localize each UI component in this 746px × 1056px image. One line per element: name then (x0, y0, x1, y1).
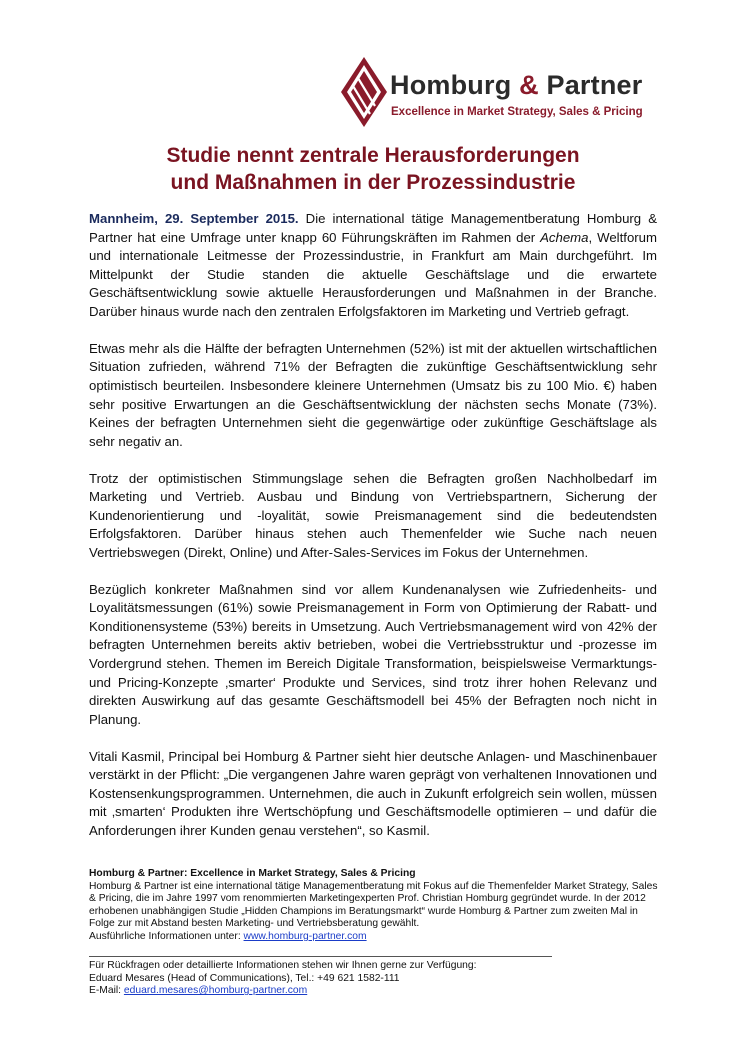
logo-tagline: Excellence in Market Strategy, Sales & Pricing (391, 106, 643, 118)
paragraph-intro-text-b: , Weltforum und internationale Leitmesse der Prozessindustrie, in Frankfurt am Main durchgeführt. Im Mittelpunkt der Studie standen die aktuelle Geschäftslage und die erwartete Geschäftsentwicklung sowie aktuelle Herausforderungen und Maßnahmen in der Branche. Darüber hinaus wurde nach den zentralen Erfolgsfaktoren im Marketing und Vertrieb gefragt. (89, 229, 657, 319)
logo-wordmark (390, 72, 642, 99)
paragraph-situation: Etwas mehr als die Hälfte der befragten Unternehmen (52%) ist mit der aktuellen wirtschaftlichen Situation zufrieden, während 71% der Befragten die zukünftige Geschäftsentwicklung sehr optimistisch beurteilen. Insbesondere kleinere Unternehmen (Umsatz bis zu 100 Mio. €) haben sehr positive Erwartungen an die Geschäftsentwicklung der nächsten sechs Monate (73%). Keines der befragten Unternehmen sieht die gegenwärtige oder zukünftige Geschäftslage als sehr negativ an. (89, 340, 657, 449)
company-boilerplate (89, 868, 664, 944)
press-contact (89, 960, 664, 998)
dateline: Mannheim, 29. September 2015. (89, 211, 299, 226)
boilerplate-text: Homburg & Partner ist eine international tätige Managementberatung mit Fokus auf die Themenfelder Market Strategy, Sales & Pricing, die im Jahre 1997 vom renommierten Marketingexperten Prof. Christian Homburg gegründet wurde. In der 2012 erhobenen unabhängigen Studie „Hidden Champions im Beratungsmarkt“ wurde Homburg & Partner zum zweiten Mal in Folge zur mit Abstand besten Marketing- und Vertriebsberatung gewählt. (89, 880, 658, 930)
contact-email-line (89, 985, 664, 998)
email-link[interactable]: eduard.mesares@homburg-partner.com (123, 985, 308, 997)
headline-line-2: und Maßnahmen in der Prozessindustrie (170, 171, 576, 194)
paragraph-quote: Vitali Kasmil, Principal bei Homburg & Partner sieht hier deutsche Anlagen- und Maschinenbauer verstärkt in der Pflicht: „Die vergangenen Jahre waren geprägt von verhaltenen Innovationen und Kostensenkungsprogrammen. Unternehmen, die auch in Zukunft erfolgreich sein wollen, müssen mit ‚smarten‘ Produkten ihre Wertschöpfung und Geschäftsmodelle optimieren – und dafür die Anforderungen ihrer Kunden genau verstehen“, so Kasmil. (89, 748, 657, 838)
boilerplate-more-info (89, 931, 664, 944)
email-label: E-Mail: (89, 985, 124, 997)
paragraph-intro (89, 210, 657, 322)
diamond-logo-icon (340, 56, 388, 128)
footer-divider (89, 956, 552, 957)
achema-italic: Achema (540, 229, 589, 245)
paragraph-success-factors: Trotz der optimistischen Stimmungslage sehen die Befragten großen Nachholbedarf im Marketing und Vertrieb. Ausbau und Bindung von Vertriebspartnern, Sicherung der Kundenorientierung und -loyalität, sowie Preismanagement sind die bedeutendsten Erfolgsfaktoren. Darüber hinaus stehen auch Themenfelder wie Suche nach neuen Vertriebswegen (Direkt, Online) und After-Sales-Services im Fokus der Unternehmen. (89, 470, 657, 560)
logo-name-partner: Partner (546, 70, 643, 100)
boilerplate-heading: Homburg & Partner: Excellence in Market Strategy, Sales & Pricing (89, 868, 416, 879)
contact-line-2: Eduard Mesares (Head of Communications), Tel.: +49 621 1582-111 (89, 972, 400, 984)
more-info-label: Ausführliche Informationen unter: (89, 930, 244, 942)
logo-ampersand: & (519, 70, 539, 100)
logo-name-homburg: Homburg (390, 70, 512, 100)
company-logo (340, 56, 670, 126)
headline (80, 142, 666, 196)
paragraph-measures: Bezüglich konkreter Maßnahmen sind vor allem Kundenanalysen wie Zufriedenheits- und Loyalitätsmessungen (61%) sowie Preismanagement in Form von Optimierung der Rabatt- und Konditionensysteme (53%) bereits in Umsetzung. Auch Vertriebsmanagement wird von 42% der befragten Unternehmen bereits aktiv betrieben, wobei die Vertriebsstruktur und -prozesse im Vordergrund stehen. Themen im Bereich Digitale Transformation, beispielsweise Vermarktungs- und Pricing-Konzepte ‚smarter‘ Produkte und Services, sind trotz ihrer hohen Relevanz und direkten Auswirkung auf das gesamte Geschäftsmodell bei 45% der Befragten noch nicht in Planung. (89, 581, 657, 727)
contact-line-1: Für Rückfragen oder detaillierte Informationen stehen wir Ihnen gerne zur Verfügung: (89, 960, 477, 971)
headline-line-1: Studie nennt zentrale Herausforderungen (166, 144, 580, 167)
website-link[interactable]: www.homburg-partner.com (243, 930, 367, 942)
article-body (89, 210, 657, 859)
paragraph-intro-text-a: Die international tätige Managementberatung Homburg & Partner hat eine Umfrage unter knapp 60 Führungskräften im Rahmen der (89, 211, 658, 245)
